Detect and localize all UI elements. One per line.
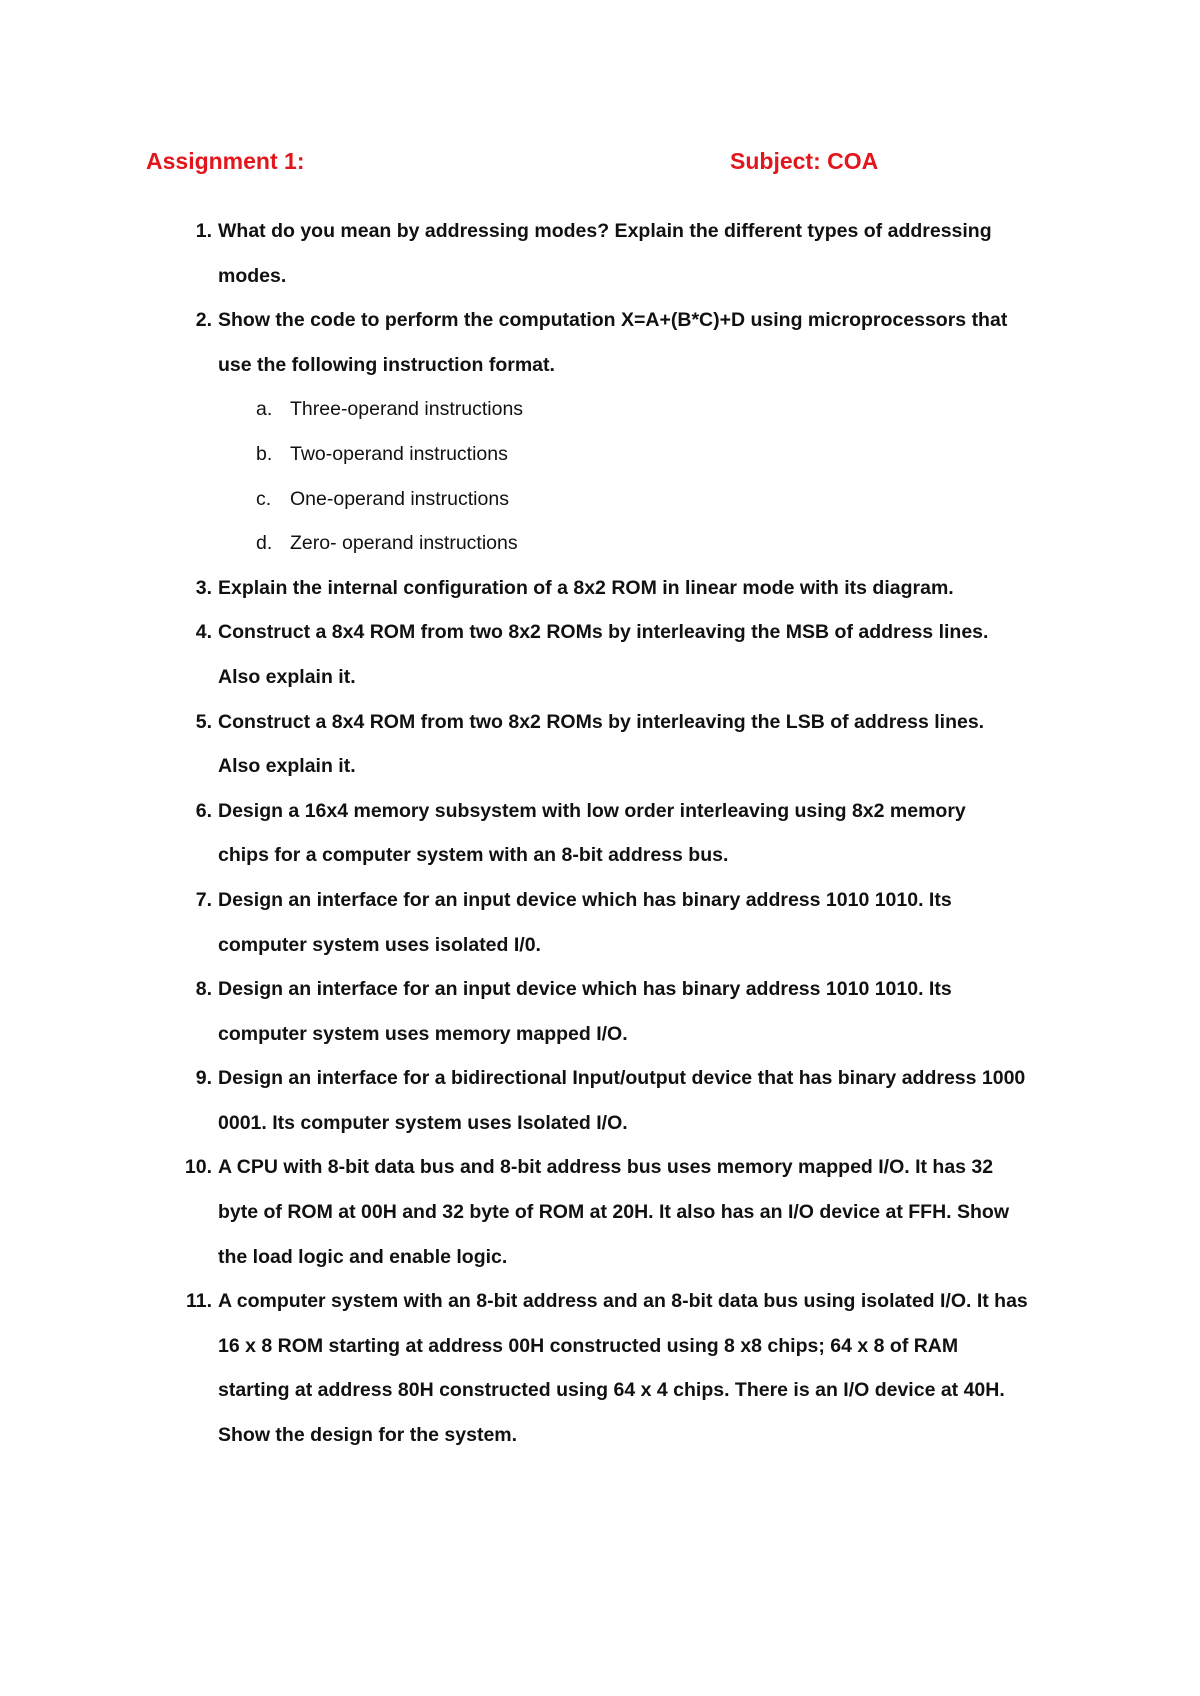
sub-item <box>256 432 1080 477</box>
question-number: 6. <box>195 799 212 822</box>
question-item <box>180 878 1080 967</box>
question-text: Design an interface for a bidirectional Input/output device that has binary address 1000 0001. Its computer system uses Isolated I/O. <box>218 1067 1026 1134</box>
sub-item-letter: b. <box>256 442 273 465</box>
question-text: Design a 16x4 memory subsystem with low order interleaving using 8x2 memory chips for a computer system with an 8-bit address bus. <box>218 799 966 867</box>
question-text: A CPU with 8-bit data bus and 8-bit address bus uses memory mapped I/O. It has 32 byte of ROM at 00H and 32 byte of ROM at 20H. It also has an I/O device at FFH. Show the load logic and enable logic. <box>218 1156 1009 1268</box>
question-text: What do you mean by addressing modes? Explain the different types of addressing modes. <box>218 220 992 287</box>
question-item <box>180 209 1080 298</box>
question-text: Construct a 8x4 ROM from two 8x2 ROMs by interleaving the LSB of address lines. Also explain it. <box>218 710 985 778</box>
question-number: 3. <box>195 576 212 599</box>
question-number: 9. <box>195 1067 212 1090</box>
sub-item-text: Two-operand instructions <box>290 442 508 465</box>
sub-item <box>256 477 1080 522</box>
question-number: 4. <box>195 621 212 644</box>
assignment-title: Assignment 1: <box>146 148 305 174</box>
question-number: 5. <box>195 710 212 733</box>
sub-item-list <box>218 387 1080 565</box>
question-item <box>180 298 1080 566</box>
sub-item-letter: c. <box>256 487 272 510</box>
subject-title: Subject: COA <box>730 148 879 174</box>
question-number: 1. <box>195 220 212 242</box>
question-text: Construct a 8x4 ROM from two 8x2 ROMs by interleaving the MSB of address lines. Also explain it. <box>218 621 989 688</box>
question-item <box>180 1145 1080 1279</box>
sub-item-text: One-operand instructions <box>290 487 509 510</box>
question-text: A computer system with an 8-bit address and an 8-bit data bus using isolated I/O. It has 16 x 8 ROM starting at address 00H constructed using 8 x8 chips; 64 x 8 of RAM starting at address 80H constructed using 64 x 4 chips. There is an I/O device at 40H. Show the design for the system. <box>218 1290 1028 1447</box>
sub-item <box>256 521 1080 566</box>
question-item <box>180 789 1080 878</box>
sub-item <box>256 387 1080 432</box>
question-item <box>180 967 1080 1056</box>
question-list <box>180 209 1080 1458</box>
question-number: 7. <box>195 888 212 911</box>
question-number: 8. <box>195 978 212 1001</box>
question-item <box>180 610 1080 699</box>
question-number: 2. <box>195 309 212 332</box>
question-text: Design an interface for an input device which has binary address 1010 1010. Its computer system uses isolated I/0. <box>218 888 952 956</box>
question-item <box>180 1279 1080 1457</box>
question-item <box>180 1056 1080 1145</box>
question-text: Design an interface for an input device which has binary address 1010 1010. Its computer system uses memory mapped I/O. <box>218 978 952 1045</box>
question-item <box>180 566 1080 611</box>
sub-item-text: Three-operand instructions <box>290 398 524 421</box>
sub-item-letter: d. <box>256 532 273 555</box>
question-text: Show the code to perform the computation X=A+(B*C)+D using microprocessors that use the following instruction format. <box>218 309 1008 376</box>
document-header <box>146 148 906 182</box>
question-number: 10. <box>184 1156 212 1179</box>
question-number: 11. <box>185 1290 212 1313</box>
question-text: Explain the internal configuration of a 8x2 ROM in linear mode with its diagram. <box>218 576 954 599</box>
sub-item-text: Zero- operand instructions <box>290 532 518 555</box>
question-item <box>180 700 1080 789</box>
sub-item-letter: a. <box>256 398 273 421</box>
